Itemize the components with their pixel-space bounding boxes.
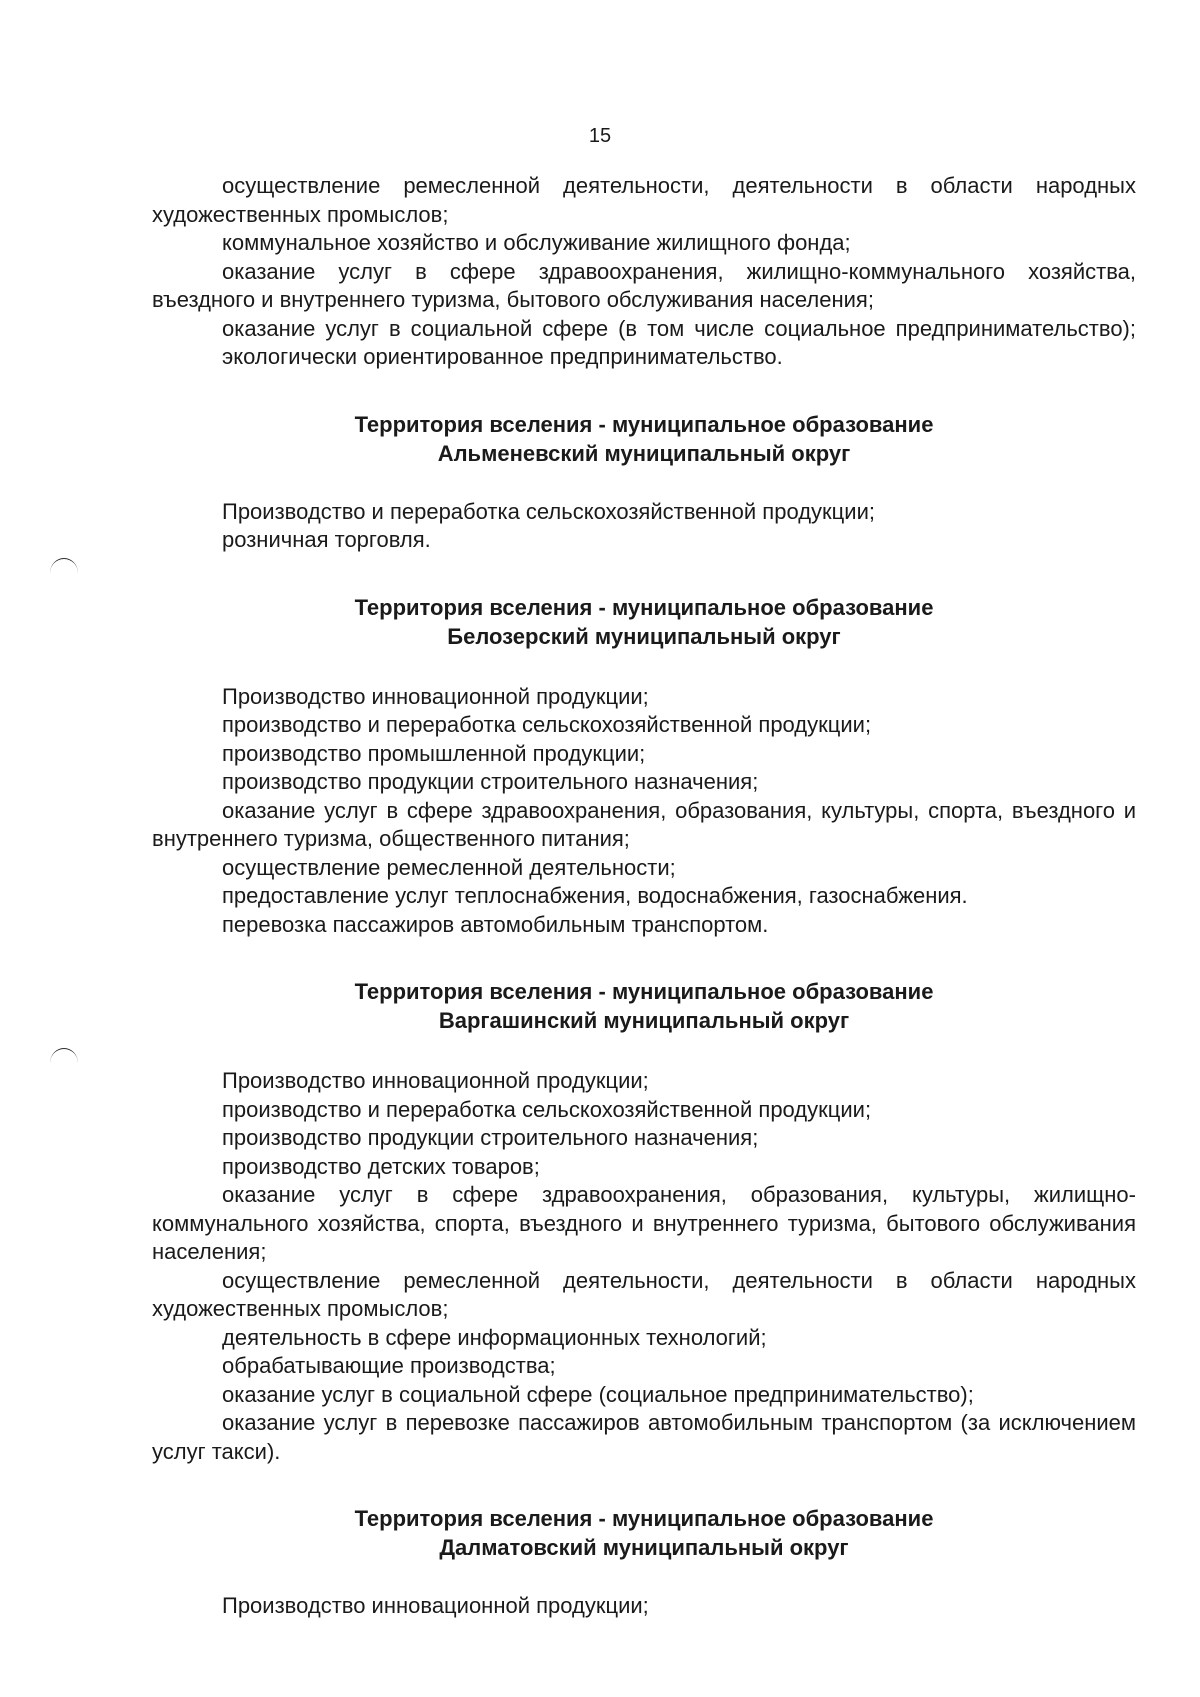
list-item: производство промышленной продукции; [222,740,646,766]
list-item: оказание услуг в сфере здравоохранения, образования, культуры, спорта, въездного и внутреннего туризма, общественного питания; [152,797,1136,851]
section-heading-line1: Территория вселения - муниципальное образование [354,1506,934,1531]
intro-item-5: экологически ориентированное предпринимательство. [222,344,783,369]
punch-hole-mark-bottom [50,1048,78,1063]
section-heading-vargashinsky [152,977,1136,1035]
list-item: розничная торговля. [222,527,431,552]
list-item: осуществление ремесленной деятельности, деятельности в области народных художественных промыслов; [152,1267,1136,1321]
list-item: осуществление ремесленной деятельности; [222,854,676,880]
list-item: Производство инновационной продукции; [222,1593,649,1618]
section-heading-line1: Территория вселения - муниципальное образование [354,594,934,620]
section-heading-dalmatovsky [152,1504,1136,1562]
list-item: Производство инновационной продукции; [222,683,649,709]
list-item: обрабатывающие производства; [222,1353,556,1378]
list-item: предоставление услуг теплоснабжения, водоснабжения, газоснабжения. [222,883,968,908]
section-heading-line1: Территория вселения - муниципальное образование [354,411,934,437]
list-item: перевозка пассажиров автомобильным транспортом. [222,911,769,937]
section-heading-line1: Территория вселения - муниципальное образование [354,979,934,1004]
section-heading-line2: Далматовский муниципальный округ [439,1535,849,1560]
list-item: производство детских товаров; [222,1153,540,1179]
list-item: оказание услуг в перевозке пассажиров автомобильным транспортом (за исключением услуг такси). [152,1410,1136,1464]
punch-hole-mark-top [50,558,78,573]
list-item: производство и переработка сельскохозяйственной продукции; [222,712,872,737]
page-number: 15 [588,125,612,147]
list-item: производство продукции строительного назначения; [222,1125,759,1150]
intro-item-2: коммунальное хозяйство и обслуживание жилищного фонда; [222,230,851,255]
intro-item-1: осуществление ремесленной деятельности, деятельности в области народных художественных промыслов; [152,173,1136,227]
intro-item-3: оказание услуг в сфере здравоохранения, жилищно-коммунального хозяйства, въездного и внутреннего туризма, бытового обслуживания населения; [152,258,1136,312]
list-item: оказание услуг в социальной сфере (социальное предпринимательство); [222,1381,974,1407]
section-heading-line2: Белозерский муниципальный округ [447,623,841,649]
document-body [152,172,1136,1621]
list-item: производство и переработка сельскохозяйственной продукции; [222,1096,872,1122]
list-item: Производство инновационной продукции; [222,1068,649,1093]
section-heading-almenevsky [152,410,1136,468]
section-heading-belozersky [152,593,1136,651]
list-item: производство продукции строительного назначения; [222,769,759,794]
section-heading-line2: Альменевский муниципальный округ [437,440,851,466]
intro-item-4: оказание услуг в социальной сфере (в том числе социальное предпринимательство); [222,315,1136,341]
section-heading-line2: Варгашинский муниципальный округ [438,1008,850,1033]
list-item: деятельность в сфере информационных технологий; [222,1324,767,1350]
list-item: оказание услуг в сфере здравоохранения, образования, культуры, жилищно-коммунального хозяйства, спорта, въездного и внутреннего туризма, бытового обслуживания населения; [152,1182,1136,1264]
list-item: Производство и переработка сельскохозяйственной продукции; [222,498,875,524]
